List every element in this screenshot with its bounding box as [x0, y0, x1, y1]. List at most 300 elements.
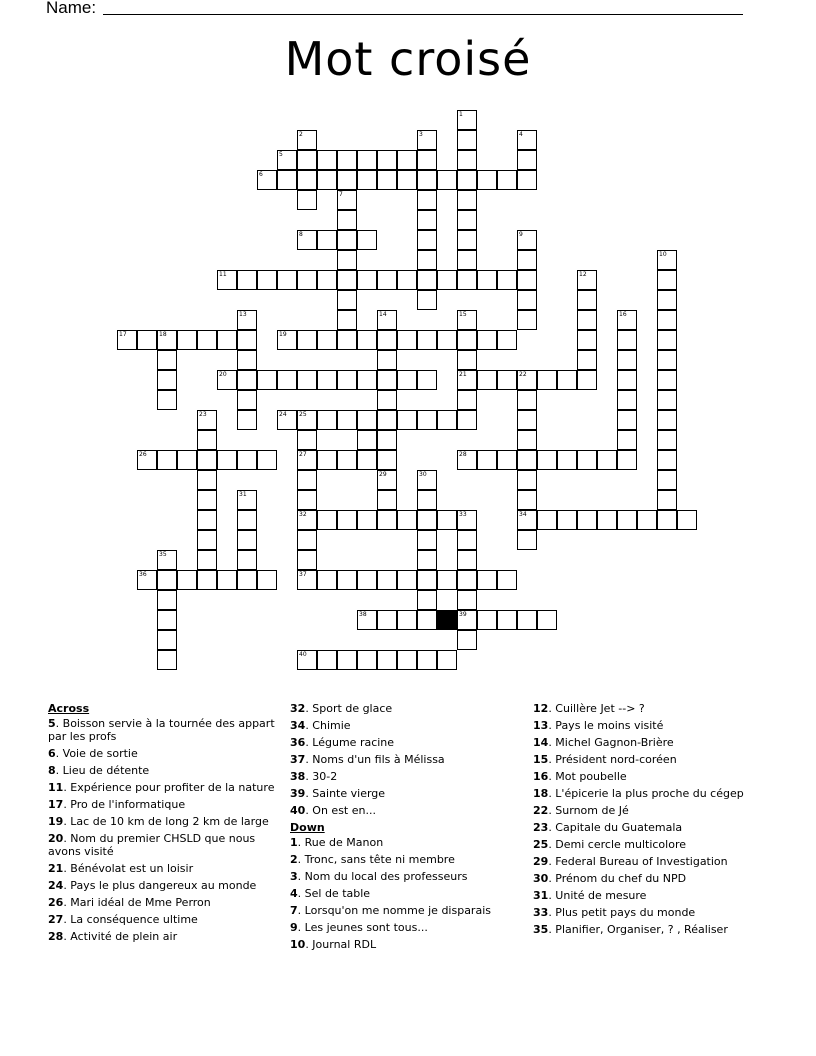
grid-cell[interactable] — [457, 590, 477, 610]
grid-cell[interactable] — [437, 170, 457, 190]
grid-cell[interactable] — [657, 270, 677, 290]
grid-cell[interactable] — [357, 410, 377, 430]
grid-cell[interactable] — [557, 450, 577, 470]
grid-cell[interactable] — [597, 450, 617, 470]
cell-number: 14 — [379, 311, 387, 318]
grid-cell[interactable] — [457, 210, 477, 230]
grid-cell[interactable] — [317, 650, 337, 670]
clue-text: . 30-2 — [305, 770, 338, 783]
grid-cell[interactable] — [277, 150, 297, 170]
grid-cell[interactable] — [297, 510, 317, 530]
grid-cell[interactable] — [377, 490, 397, 510]
cell-number: 9 — [519, 231, 523, 238]
grid-cell[interactable] — [297, 410, 317, 430]
grid-cell[interactable] — [517, 170, 537, 190]
grid-cell[interactable] — [457, 250, 477, 270]
grid-cell[interactable] — [117, 330, 137, 350]
grid-cell[interactable] — [657, 410, 677, 430]
clue-item — [533, 753, 773, 766]
grid-cell[interactable] — [337, 210, 357, 230]
grid-cell[interactable] — [257, 450, 277, 470]
grid-cell[interactable] — [417, 370, 437, 390]
grid-cell[interactable] — [177, 330, 197, 350]
grid-cell[interactable] — [457, 350, 477, 370]
grid-cell[interactable] — [497, 450, 517, 470]
grid-cell[interactable] — [157, 390, 177, 410]
grid-cell[interactable] — [257, 370, 277, 390]
grid-cell[interactable] — [337, 290, 357, 310]
grid-cell[interactable] — [357, 370, 377, 390]
grid-cell[interactable] — [157, 370, 177, 390]
clue-text: . Lac de 10 km de long 2 km de large — [63, 815, 269, 828]
grid-cell[interactable] — [417, 610, 437, 630]
grid-cell[interactable] — [577, 290, 597, 310]
grid-cell[interactable] — [297, 130, 317, 150]
grid-cell[interactable] — [177, 570, 197, 590]
clue-number: 28 — [48, 930, 64, 943]
clue-number: 19 — [48, 815, 64, 828]
cell-number: 33 — [459, 511, 467, 518]
grid-cell[interactable] — [517, 490, 537, 510]
grid-cell[interactable] — [417, 150, 437, 170]
grid-cell[interactable] — [617, 510, 637, 530]
grid-cell[interactable] — [537, 450, 557, 470]
grid-cell[interactable] — [577, 350, 597, 370]
grid-cell[interactable] — [377, 270, 397, 290]
clue-item — [48, 913, 278, 926]
grid-cell[interactable] — [477, 370, 497, 390]
grid-cell[interactable] — [457, 450, 477, 470]
grid-cell[interactable] — [237, 370, 257, 390]
grid-cell[interactable] — [457, 190, 477, 210]
grid-cell[interactable] — [377, 410, 397, 430]
across-clues-list-cont — [290, 702, 520, 817]
grid-cell[interactable] — [357, 610, 377, 630]
grid-cell[interactable] — [377, 150, 397, 170]
grid-cell[interactable] — [657, 430, 677, 450]
grid-cell[interactable] — [417, 570, 437, 590]
grid-cell[interactable] — [337, 410, 357, 430]
grid-cell[interactable] — [237, 310, 257, 330]
grid-cell[interactable] — [417, 410, 437, 430]
grid-cell[interactable] — [257, 170, 277, 190]
grid-cell[interactable] — [197, 530, 217, 550]
grid-cell[interactable] — [397, 650, 417, 670]
grid-cell[interactable] — [517, 290, 537, 310]
grid-cell[interactable] — [657, 350, 677, 370]
grid-cell[interactable] — [517, 390, 537, 410]
grid-cell[interactable] — [517, 130, 537, 150]
grid-cell[interactable] — [357, 170, 377, 190]
grid-cell[interactable] — [337, 330, 357, 350]
grid-cell[interactable] — [577, 510, 597, 530]
grid-cell[interactable] — [297, 650, 317, 670]
grid-cell[interactable] — [297, 330, 317, 350]
grid-cell[interactable] — [517, 610, 537, 630]
grid-cell[interactable] — [457, 410, 477, 430]
grid-cell[interactable] — [397, 370, 417, 390]
grid-cell[interactable] — [657, 490, 677, 510]
grid-cell[interactable] — [397, 270, 417, 290]
grid-cell[interactable] — [217, 370, 237, 390]
grid-cell[interactable] — [497, 370, 517, 390]
grid-cell[interactable] — [157, 610, 177, 630]
grid-cell[interactable] — [497, 170, 517, 190]
grid-cell[interactable] — [257, 270, 277, 290]
grid-cell[interactable] — [337, 230, 357, 250]
grid-cell[interactable] — [217, 450, 237, 470]
grid-cell[interactable] — [137, 570, 157, 590]
grid-cell[interactable] — [197, 430, 217, 450]
grid-cell[interactable] — [337, 270, 357, 290]
grid-cell[interactable] — [557, 370, 577, 390]
clue-item — [48, 862, 278, 875]
grid-cell[interactable] — [237, 490, 257, 510]
grid-cell[interactable] — [457, 570, 477, 590]
grid-cell[interactable] — [457, 530, 477, 550]
grid-cell[interactable] — [657, 290, 677, 310]
grid-cell[interactable] — [417, 490, 437, 510]
grid-cell[interactable] — [317, 510, 337, 530]
clue-number: 20 — [48, 832, 64, 845]
grid-cell[interactable] — [517, 470, 537, 490]
grid-cell[interactable] — [457, 150, 477, 170]
grid-cell[interactable] — [157, 650, 177, 670]
grid-cell[interactable] — [377, 650, 397, 670]
grid-cell[interactable] — [297, 230, 317, 250]
grid-cell[interactable] — [197, 450, 217, 470]
grid-cell[interactable] — [417, 250, 437, 270]
grid-cell[interactable] — [477, 610, 497, 630]
grid-cell[interactable] — [197, 570, 217, 590]
grid-cell[interactable] — [337, 170, 357, 190]
grid-cell[interactable] — [417, 330, 437, 350]
grid-cell[interactable] — [457, 610, 477, 630]
grid-cell[interactable] — [337, 310, 357, 330]
grid-cell[interactable] — [437, 270, 457, 290]
clue-item — [48, 930, 278, 943]
grid-cell[interactable] — [157, 590, 177, 610]
grid-cell[interactable] — [357, 450, 377, 470]
grid-cell[interactable] — [657, 450, 677, 470]
grid-cell[interactable] — [377, 510, 397, 530]
grid-cell[interactable] — [477, 330, 497, 350]
grid-cell[interactable] — [217, 330, 237, 350]
grid-cell[interactable] — [517, 430, 537, 450]
grid-cell[interactable] — [437, 510, 457, 530]
cell-number: 6 — [259, 171, 263, 178]
grid-cell[interactable] — [297, 490, 317, 510]
grid-cell[interactable] — [477, 270, 497, 290]
grid-cell[interactable] — [337, 250, 357, 270]
grid-cell[interactable] — [517, 410, 537, 430]
clue-text: . Activité de plein air — [63, 930, 178, 943]
grid-cell[interactable] — [297, 370, 317, 390]
grid-cell[interactable] — [457, 330, 477, 350]
cell-number: 32 — [299, 511, 307, 518]
grid-cell[interactable] — [317, 230, 337, 250]
grid-cell[interactable] — [457, 310, 477, 330]
grid-cell[interactable] — [617, 430, 637, 450]
clue-text: . Demi cercle multicolore — [548, 838, 687, 851]
grid-cell[interactable] — [437, 570, 457, 590]
grid-cell[interactable] — [197, 330, 217, 350]
grid-cell[interactable] — [377, 330, 397, 350]
grid-cell[interactable] — [657, 330, 677, 350]
grid-cell[interactable] — [437, 650, 457, 670]
grid-cell[interactable] — [357, 150, 377, 170]
grid-cell[interactable] — [657, 510, 677, 530]
clue-text: . Prénom du chef du NPD — [548, 872, 687, 885]
grid-cell[interactable] — [357, 430, 377, 450]
grid-cell[interactable] — [537, 370, 557, 390]
clue-text: . Légume racine — [305, 736, 395, 749]
grid-cell[interactable] — [437, 330, 457, 350]
grid-cell[interactable] — [657, 390, 677, 410]
clue-text: . Capitale du Guatemala — [548, 821, 683, 834]
grid-cell[interactable] — [197, 410, 217, 430]
grid-cell[interactable] — [577, 330, 597, 350]
grid-cell[interactable] — [417, 190, 437, 210]
clue-item — [533, 838, 773, 851]
grid-cell[interactable] — [377, 610, 397, 630]
grid-cell[interactable] — [237, 530, 257, 550]
grid-cell[interactable] — [397, 170, 417, 190]
grid-cell[interactable] — [337, 190, 357, 210]
grid-cell[interactable] — [157, 450, 177, 470]
grid-cell[interactable] — [377, 310, 397, 330]
grid-cell[interactable] — [357, 230, 377, 250]
grid-cell[interactable] — [297, 550, 317, 570]
grid-cell[interactable] — [237, 450, 257, 470]
grid-cell[interactable] — [157, 550, 177, 570]
grid-cell[interactable] — [197, 470, 217, 490]
grid-cell[interactable] — [417, 270, 437, 290]
grid-cell[interactable] — [377, 170, 397, 190]
grid-cell[interactable] — [457, 510, 477, 530]
grid-cell[interactable] — [377, 470, 397, 490]
grid-cell[interactable] — [617, 350, 637, 370]
grid-cell[interactable] — [337, 570, 357, 590]
grid-cell[interactable] — [157, 630, 177, 650]
grid-cell[interactable] — [517, 150, 537, 170]
grid-cell[interactable] — [457, 230, 477, 250]
grid-cell[interactable] — [397, 410, 417, 430]
grid-cell[interactable] — [277, 370, 297, 390]
grid-cell[interactable] — [397, 510, 417, 530]
cell-number: 27 — [299, 451, 307, 458]
grid-cell[interactable] — [457, 270, 477, 290]
grid-cell[interactable] — [237, 330, 257, 350]
grid-cell[interactable] — [237, 350, 257, 370]
grid-cell[interactable] — [417, 230, 437, 250]
grid-cell[interactable] — [317, 570, 337, 590]
cell-number: 29 — [379, 471, 387, 478]
grid-cell[interactable] — [537, 610, 557, 630]
across-clues-list — [48, 717, 278, 943]
grid-cell[interactable] — [337, 510, 357, 530]
grid-cell[interactable] — [137, 450, 157, 470]
grid-cell[interactable] — [377, 570, 397, 590]
grid-cell[interactable] — [617, 390, 637, 410]
grid-cell[interactable] — [157, 330, 177, 350]
grid-cell[interactable] — [397, 570, 417, 590]
grid-cell[interactable] — [457, 370, 477, 390]
grid-cell[interactable] — [297, 570, 317, 590]
grid-cell[interactable] — [377, 390, 397, 410]
grid-cell[interactable] — [417, 590, 437, 610]
grid-cell[interactable] — [377, 450, 397, 470]
grid-cell[interactable] — [297, 430, 317, 450]
grid-cell[interactable] — [657, 310, 677, 330]
clue-text: . Pays le plus dangereux au monde — [63, 879, 257, 892]
grid-cell[interactable] — [317, 370, 337, 390]
grid-cell[interactable] — [157, 350, 177, 370]
grid-cell[interactable] — [237, 410, 257, 430]
grid-cell[interactable] — [217, 270, 237, 290]
grid-cell[interactable] — [617, 410, 637, 430]
grid-cell[interactable] — [517, 530, 537, 550]
grid-cell[interactable] — [297, 470, 317, 490]
grid-cell[interactable] — [617, 310, 637, 330]
grid-cell[interactable] — [357, 330, 377, 350]
grid-cell[interactable] — [417, 210, 437, 230]
grid-cell[interactable] — [517, 370, 537, 390]
grid-cell[interactable] — [317, 410, 337, 430]
grid-cell[interactable] — [337, 370, 357, 390]
clue-number: 27 — [48, 913, 64, 926]
grid-cell[interactable] — [397, 610, 417, 630]
grid-cell[interactable] — [297, 170, 317, 190]
grid-cell[interactable] — [317, 170, 337, 190]
grid-cell[interactable] — [237, 270, 257, 290]
grid-cell[interactable] — [237, 390, 257, 410]
grid-cell[interactable] — [317, 450, 337, 470]
grid-cell[interactable] — [417, 510, 437, 530]
grid-cell[interactable] — [477, 570, 497, 590]
grid-cell[interactable] — [357, 270, 377, 290]
grid-cell[interactable] — [277, 170, 297, 190]
grid-cell[interactable] — [217, 570, 237, 590]
grid-cell[interactable] — [197, 550, 217, 570]
grid-cell[interactable] — [377, 370, 397, 390]
grid-cell[interactable] — [577, 310, 597, 330]
grid-cell[interactable] — [297, 190, 317, 210]
grid-cell[interactable] — [417, 530, 437, 550]
clue-number: 12 — [533, 702, 549, 715]
grid-cell[interactable] — [617, 370, 637, 390]
grid-cell[interactable] — [497, 270, 517, 290]
grid-cell[interactable] — [357, 650, 377, 670]
grid-cell[interactable] — [357, 510, 377, 530]
grid-cell[interactable] — [477, 170, 497, 190]
grid-cell[interactable] — [277, 270, 297, 290]
grid-cell[interactable] — [337, 150, 357, 170]
grid-cell[interactable] — [577, 450, 597, 470]
clue-item — [290, 921, 520, 934]
grid-cell[interactable] — [237, 550, 257, 570]
cell-number: 5 — [279, 151, 283, 158]
grid-cell[interactable] — [517, 270, 537, 290]
grid-cell[interactable] — [517, 230, 537, 250]
grid-cell[interactable] — [497, 610, 517, 630]
grid-cell[interactable] — [617, 450, 637, 470]
clue-number: 5 — [48, 717, 56, 730]
grid-cell[interactable] — [657, 370, 677, 390]
grid-cell[interactable] — [517, 450, 537, 470]
grid-cell[interactable] — [417, 650, 437, 670]
grid-cell[interactable] — [457, 390, 477, 410]
grid-cell[interactable] — [517, 310, 537, 330]
grid-cell[interactable] — [317, 150, 337, 170]
grid-cell[interactable] — [257, 570, 277, 590]
grid-cell[interactable] — [277, 410, 297, 430]
grid-cell[interactable] — [197, 490, 217, 510]
grid-cell[interactable] — [337, 450, 357, 470]
clue-number: 34 — [290, 719, 306, 732]
grid-cell[interactable] — [397, 150, 417, 170]
grid-cell[interactable] — [297, 530, 317, 550]
grid-cell[interactable] — [417, 470, 437, 490]
grid-cell[interactable] — [417, 290, 437, 310]
grid-cell[interactable] — [457, 170, 477, 190]
grid-cell[interactable] — [577, 370, 597, 390]
grid-cell[interactable] — [457, 130, 477, 150]
grid-cell[interactable] — [457, 630, 477, 650]
grid-cell[interactable] — [477, 450, 497, 470]
grid-cell[interactable] — [317, 270, 337, 290]
grid-cell[interactable] — [457, 110, 477, 130]
grid-cell[interactable] — [497, 570, 517, 590]
grid-cell[interactable] — [337, 650, 357, 670]
grid-cell[interactable] — [677, 510, 697, 530]
grid-cell[interactable] — [417, 550, 437, 570]
grid-cell[interactable] — [597, 510, 617, 530]
grid-cell[interactable] — [617, 330, 637, 350]
grid-cell[interactable] — [557, 510, 577, 530]
clue-number: 22 — [533, 804, 549, 817]
grid-cell[interactable] — [417, 170, 437, 190]
grid-cell[interactable] — [517, 510, 537, 530]
grid-cell[interactable] — [297, 270, 317, 290]
grid-cell[interactable] — [237, 570, 257, 590]
clue-text: . Rue de Manon — [297, 836, 384, 849]
grid-cell[interactable] — [377, 430, 397, 450]
grid-cell[interactable] — [317, 330, 337, 350]
grid-cell[interactable] — [297, 150, 317, 170]
grid-cell[interactable] — [277, 330, 297, 350]
grid-cell[interactable] — [417, 130, 437, 150]
grid-cell[interactable] — [177, 450, 197, 470]
grid-cell[interactable] — [437, 410, 457, 430]
grid-cell[interactable] — [197, 510, 217, 530]
grid-cell[interactable] — [237, 510, 257, 530]
grid-cell[interactable] — [357, 570, 377, 590]
grid-cell[interactable] — [377, 350, 397, 370]
grid-cell[interactable] — [657, 470, 677, 490]
grid-cell[interactable] — [297, 450, 317, 470]
grid-cell[interactable] — [397, 330, 417, 350]
grid-cell[interactable] — [577, 270, 597, 290]
grid-cell[interactable] — [457, 550, 477, 570]
grid-cell[interactable] — [657, 250, 677, 270]
grid-cell[interactable] — [157, 570, 177, 590]
grid-cell[interactable] — [497, 330, 517, 350]
grid-cell[interactable] — [517, 250, 537, 270]
grid-cell[interactable] — [637, 510, 657, 530]
grid-cell[interactable] — [537, 510, 557, 530]
grid-cell[interactable] — [137, 330, 157, 350]
